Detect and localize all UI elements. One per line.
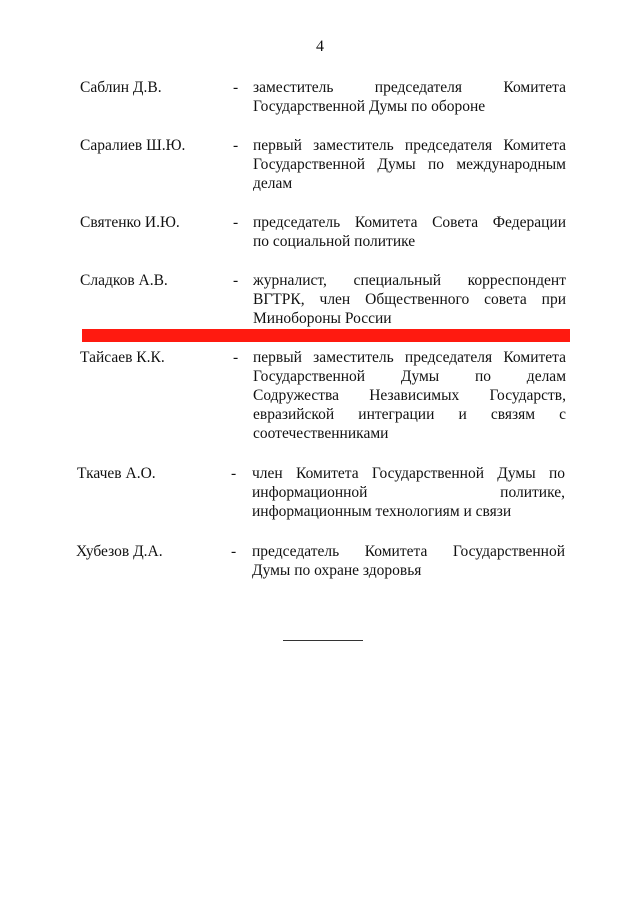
person-description [253,78,566,116]
person-description [253,271,566,328]
description-line: заместитель председателя Комитета [253,79,566,96]
description-line: первый заместитель председателя Комитета [253,349,566,366]
separator-dash: - [231,465,237,482]
description-line: Государственной Думы по международным [253,156,566,173]
description-line: Государственной Думы по обороне [253,98,486,115]
separator-dash: - [233,79,239,96]
description-line: член Комитета Государственной Думы по [252,465,565,482]
separator-dash: - [233,349,239,366]
person-description [252,542,565,580]
red-highlight-bar [82,329,570,342]
end-rule [283,640,363,641]
person-name: Саралиев Ш.Ю. [80,137,186,154]
description-line: первый заместитель председателя Комитета [253,137,566,154]
person-name: Святенко И.Ю. [80,214,180,231]
description-line: соотечественниками [253,425,389,442]
description-line: информационным технологиям и связи [252,503,512,520]
person-name: Сладков А.В. [80,272,168,289]
page-number: 4 [316,38,324,55]
description-line: евразийской интеграции и связям с [253,406,566,423]
description-line: Государственной Думы по делам [253,368,566,385]
description-line: ВГТРК, член Общественного совета при [253,291,566,308]
separator-dash: - [233,214,239,231]
person-name: Хубезов Д.А. [76,543,163,560]
person-description [253,213,566,251]
separator-dash: - [233,272,239,289]
separator-dash: - [233,137,239,154]
person-name: Тайсаев К.К. [80,349,165,366]
description-line: по социальной политике [253,233,416,250]
description-line: делам [253,175,293,192]
separator-dash: - [231,543,237,560]
person-description [253,348,566,443]
description-line: Минобороны России [253,310,392,327]
person-description [252,464,565,521]
person-name: Саблин Д.В. [80,79,162,96]
description-line: председатель Комитета Совета Федерации [253,214,566,231]
description-line: председатель Комитета Государственной [252,543,565,560]
description-line: информационной политике, [252,484,565,501]
person-name: Ткачев А.О. [77,465,156,482]
description-line: журналист, специальный корреспондент [253,272,566,289]
person-description [253,136,566,193]
description-line: Думы по охране здоровья [252,562,422,579]
description-line: Содружества Независимых Государств, [253,387,566,404]
